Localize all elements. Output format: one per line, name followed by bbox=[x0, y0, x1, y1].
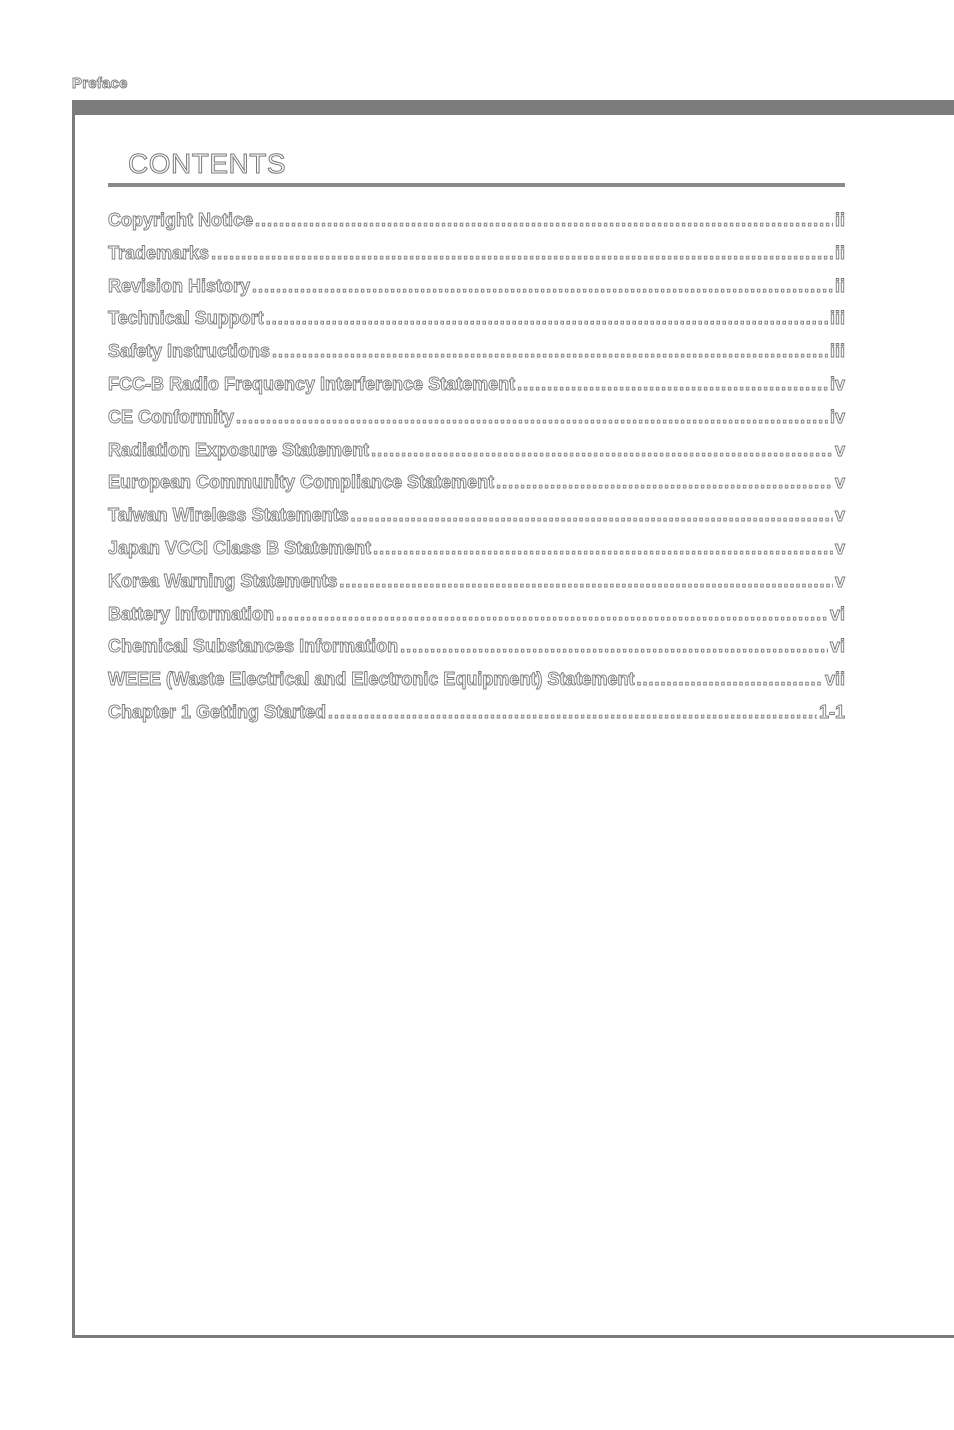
toc-entry-ce-conformity[interactable] bbox=[108, 407, 845, 440]
section-label: Preface bbox=[72, 75, 128, 92]
toc-entry-radiation-exposure[interactable] bbox=[108, 440, 845, 473]
toc-entry-page: v bbox=[834, 472, 845, 493]
toc-entry-battery-information[interactable] bbox=[108, 604, 845, 637]
toc-entry-page: v bbox=[834, 505, 845, 526]
dot-leader bbox=[328, 702, 817, 723]
toc-entry-fcc-b-statement[interactable] bbox=[108, 374, 845, 407]
dot-leader bbox=[400, 636, 828, 657]
bottom-rule bbox=[72, 1335, 954, 1338]
header-bar bbox=[72, 100, 954, 115]
toc-entry-page: vi bbox=[829, 636, 845, 657]
dot-leader bbox=[276, 604, 828, 625]
toc-entry-weee-statement[interactable] bbox=[108, 669, 845, 702]
toc-entry-title: Revision History bbox=[108, 275, 251, 296]
toc-entry-title: Battery Information bbox=[108, 603, 275, 624]
dot-leader bbox=[272, 341, 828, 362]
dot-leader bbox=[517, 374, 828, 395]
toc-entry-title: FCC-B Radio Frequency Interference Statement bbox=[108, 373, 516, 394]
table-of-contents bbox=[108, 210, 845, 735]
toc-entry-trademarks[interactable] bbox=[108, 243, 845, 276]
toc-entry-page: ii bbox=[834, 275, 845, 296]
toc-entry-title: Copyright Notice bbox=[108, 210, 254, 230]
toc-entry-page: iii bbox=[829, 341, 845, 362]
dot-leader bbox=[351, 505, 833, 526]
toc-entry-japan-vcci[interactable] bbox=[108, 538, 845, 571]
page-title: CONTENTS bbox=[128, 148, 286, 179]
title-underline bbox=[108, 183, 845, 187]
toc-entry-page: ii bbox=[834, 242, 845, 263]
toc-entry-chapter-1[interactable] bbox=[108, 702, 845, 735]
toc-entry-technical-support[interactable] bbox=[108, 308, 845, 341]
toc-entry-page: vi bbox=[829, 603, 845, 624]
toc-entry-european-community[interactable] bbox=[108, 472, 845, 505]
toc-entry-page: v bbox=[834, 439, 845, 460]
toc-entry-page: v bbox=[834, 570, 845, 591]
dot-leader bbox=[496, 472, 833, 493]
dot-leader bbox=[636, 669, 823, 690]
toc-entry-title: WEEE (Waste Electrical and Electronic Equipment) Statement bbox=[108, 669, 635, 690]
toc-entry-title: European Community Compliance Statement bbox=[108, 472, 495, 493]
toc-entry-chemical-substances[interactable] bbox=[108, 636, 845, 669]
toc-entry-page: 1-1 bbox=[818, 701, 845, 722]
toc-entry-page: vii bbox=[824, 669, 845, 690]
dot-leader bbox=[371, 440, 833, 461]
toc-entry-title: Chapter 1 Getting Started bbox=[108, 701, 327, 722]
toc-entry-title: Radiation Exposure Statement bbox=[108, 439, 370, 460]
toc-entry-title: CE Conformity bbox=[108, 406, 234, 427]
toc-entry-korea-warning[interactable] bbox=[108, 571, 845, 604]
dot-leader bbox=[255, 210, 833, 231]
toc-entry-safety-instructions[interactable] bbox=[108, 341, 845, 374]
dot-leader bbox=[266, 308, 828, 329]
toc-entry-taiwan-wireless[interactable] bbox=[108, 505, 845, 538]
toc-entry-title: Taiwan Wireless Statements bbox=[108, 505, 349, 526]
left-rule bbox=[72, 100, 75, 1338]
toc-entry-page: iv bbox=[829, 406, 845, 427]
toc-entry-title: Technical Support bbox=[108, 308, 264, 329]
toc-entry-page: v bbox=[834, 537, 845, 558]
toc-entry-title: Korea Warning Statements bbox=[108, 570, 338, 591]
toc-entry-page: iii bbox=[829, 308, 845, 329]
toc-entry-page: iv bbox=[829, 373, 845, 394]
dot-leader bbox=[236, 407, 828, 428]
dot-leader bbox=[339, 571, 833, 592]
dot-leader bbox=[211, 243, 833, 264]
dot-leader bbox=[373, 538, 833, 559]
dot-leader bbox=[252, 276, 833, 297]
toc-entry-page: ii bbox=[834, 210, 845, 230]
toc-entry-title: Japan VCCI Class B Statement bbox=[108, 537, 372, 558]
toc-entry-revision-history[interactable] bbox=[108, 276, 845, 309]
toc-entry-title: Chemical Substances Information bbox=[108, 636, 399, 657]
toc-entry-title: Trademarks bbox=[108, 242, 210, 263]
toc-entry-title: Safety Instructions bbox=[108, 341, 271, 362]
toc-entry-copyright-notice[interactable] bbox=[108, 210, 845, 243]
